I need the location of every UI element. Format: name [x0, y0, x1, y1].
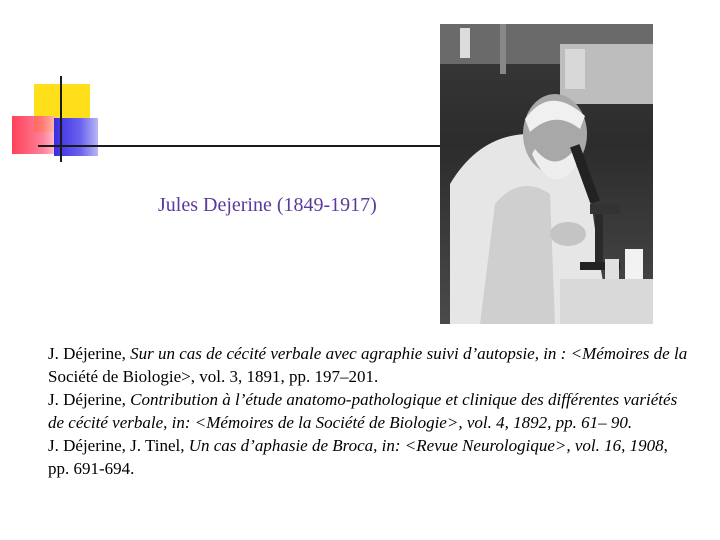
- reference-2: [48, 388, 688, 434]
- logo-red-square: [12, 116, 56, 154]
- references-block: [48, 342, 688, 480]
- reference-2-authors: J. Déjerine,: [48, 390, 131, 409]
- reference-1-authors: J. Déjerine,: [48, 344, 131, 363]
- photo-caption: Jules Dejerine (1849-1917): [158, 194, 377, 216]
- reference-1: [48, 342, 688, 388]
- logo-horizontal-line: [38, 145, 440, 147]
- slide-logo-decoration: [0, 0, 440, 170]
- reference-2-title: Contribution à l’étude anatomo-pathologique et clinique des différentes variétés de cécité verbale, in: <Mémoires de la Société de Biologie>, vol. 4, 1892, pp. 61– 90.: [48, 390, 678, 432]
- reference-3-title: Un cas d’aphasie de Broca, in: <Revue Neurologique>, vol. 16, 1908: [188, 436, 664, 455]
- reference-3: [48, 434, 688, 480]
- logo-vertical-line: [60, 76, 62, 162]
- reference-1-source: Société de Biologie>, vol. 3, 1891, pp. 197–201.: [48, 367, 379, 386]
- reference-1-title: Sur un cas de cécité verbale avec agraphie suivi d’autopsie, in : <Mémoires de la: [130, 344, 688, 363]
- reference-3-pages: , pp. 691-694.: [48, 436, 668, 478]
- portrait-photo: [440, 24, 653, 324]
- reference-3-authors: J. Déjerine, J. Tinel,: [48, 436, 189, 455]
